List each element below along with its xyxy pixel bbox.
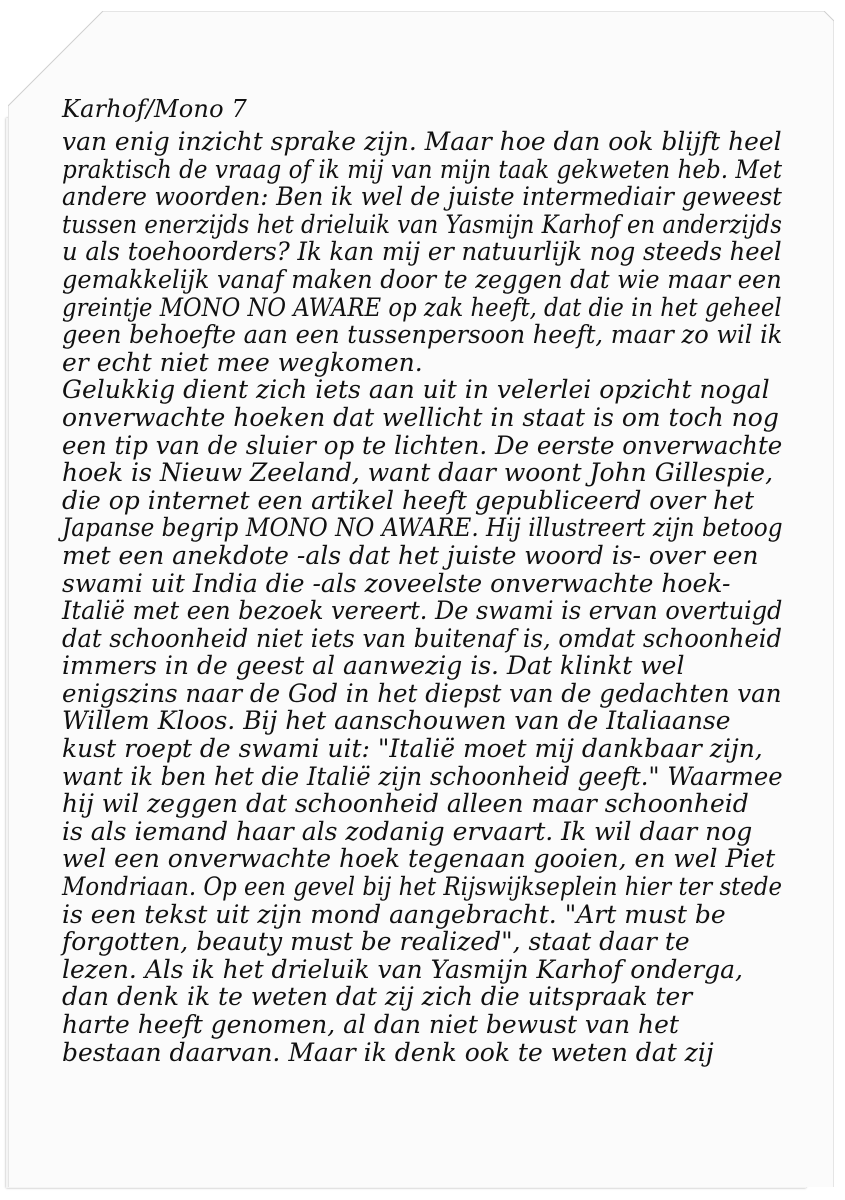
text-line: er echt niet mee wegkomen. [62,347,423,377]
text-line: forgotten, beauty must be realized", staat daar te [62,927,690,957]
text-line: enigszins naar de God in het diepst van de gedachten van [62,678,782,708]
text-line: wel een onverwachte hoek tegenaan gooien, en wel Piet [62,844,776,874]
text-line: Gelukkig dient zich iets aan uit in velerlei opzicht nogal [62,375,770,405]
text-line: Willem Kloos. Bij het aanschouwen van de Italiaanse [62,706,731,736]
text-line: van enig inzicht sprake zijn. Maar hoe dan ook blijft heel [62,127,782,156]
text-line: greintje MONO NO AWARE op zak heeft, dat die in het geheel [62,292,782,322]
text-line: met een anekdote -als dat het juiste woord is- over een [62,540,759,570]
text-line: geen behoefte aan een tussenpersoon heeft, maar zo wil ik [62,320,783,350]
text-line: is als iemand haar als zodanig ervaart. Ik wil daar nog [62,816,753,846]
text-line: want ik ben het die Italië zijn schoonheid geeft." Waarmee [62,761,783,791]
text-line: praktisch de vraag of ik mij van mijn taak gekweten heb. Met [62,154,782,184]
text-line: bestaan daarvan. Maar ik denk ook te weten dat zij [62,1037,714,1067]
handwritten-text [62,94,782,1066]
text-line: kust roept de swami uit: "Italië moet mij dankbaar zijn, [62,734,763,764]
text-line: een tip van de sluier op te lichten. De eerste onverwachte [62,430,783,460]
text-line: swami uit India die -als zoveelste onverwachte hoek- [62,568,731,598]
text-line: lezen. Als ik het drieluik van Yasmijn Karhof onderga, [62,954,744,984]
text-line: onverwachte hoeken dat wellicht in staat is om toch nog [62,402,779,432]
text-line: dan denk ik te weten dat zij zich die uitspraak ter [62,982,693,1012]
text-line: Mondriaan. Op een gevel bij het Rijswijkseplein hier ter stede [62,872,783,902]
page-header: Karhof/Mono 7 [62,95,248,123]
text-line: andere woorden: Ben ik wel de juiste intermediair geweest [62,182,782,212]
text-line: immers in de geest al aanwezig is. Dat klinkt wel [62,651,685,681]
text-line: is een tekst uit zijn mond aangebracht. "Art must be [62,899,726,929]
text-line: Japanse begrip MONO NO AWARE. Hij illustreert zijn betoog [62,513,783,543]
text-line: harte heeft genomen, al dan niet bewust van het [62,1010,679,1039]
text-line: gemakkelijk vanaf maken door te zeggen dat wie maar een [62,264,782,294]
text-line: die op internet een artikel heeft gepubliceerd over het [62,485,755,515]
text-line: hij wil zeggen dat schoonheid alleen maar schoonheid [62,789,749,819]
text-line: Italië met een bezoek vereert. De swami is ervan overtuigd [62,596,783,626]
text-line: hoek is Nieuw Zeeland, want daar woont John Gillespie, [62,458,774,488]
text-line: tussen enerzijds het drieluik van Yasmijn Karhof en anderzijds [62,209,782,239]
text-line: dat schoonheid niet iets van buitenaf is, omdat schoonheid [62,623,782,653]
text-line: u als toehoorders? Ik kan mij er natuurlijk nog steeds heel [62,237,782,267]
text-lines [62,128,782,1066]
